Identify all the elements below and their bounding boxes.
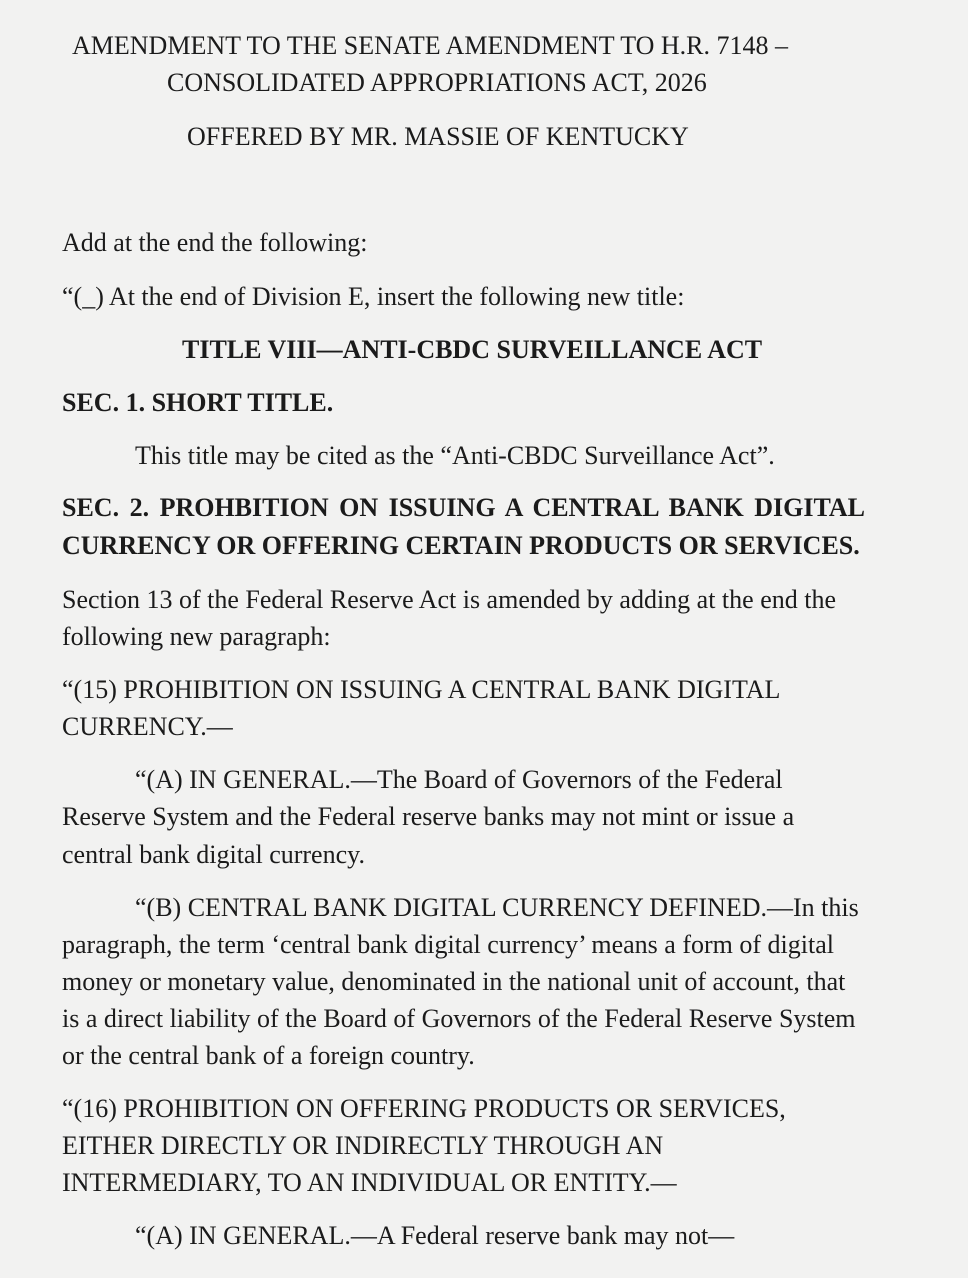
p15-b-line-1: “(B) CENTRAL BANK DIGITAL CURRENCY DEFINED.—In this (135, 893, 859, 922)
offered-by: OFFERED BY MR. MASSIE OF KENTUCKY (187, 122, 689, 151)
p15-a-line-1: “(A) IN GENERAL.—The Board of Governors of the Federal (135, 765, 783, 794)
p15-heading-line-2: CURRENCY.— (62, 712, 233, 741)
p16-heading-line-2: EITHER DIRECTLY OR INDIRECTLY THROUGH AN (62, 1131, 664, 1160)
title-heading: TITLE VIII—ANTI-CBDC SURVEILLANCE ACT (182, 335, 763, 364)
p15-a-line-2: Reserve System and the Federal reserve banks may not mint or issue a (62, 802, 795, 831)
p15-a-line-3: central bank digital currency. (62, 840, 365, 869)
p15-b-line-3: money or monetary value, denominated in the national unit of account, that (62, 967, 846, 996)
header-line-1: AMENDMENT TO THE SENATE AMENDMENT TO H.R. 7148 – (72, 31, 789, 60)
p16-a-line-1: “(A) IN GENERAL.—A Federal reserve bank may not— (135, 1221, 735, 1250)
p15-heading-line-1: “(15) PROHIBITION ON ISSUING A CENTRAL BANK DIGITAL (62, 675, 781, 704)
sec2-heading-line-2: CURRENCY OR OFFERING CERTAIN PRODUCTS OR SERVICES. (62, 531, 860, 560)
p15-b-line-2: paragraph, the term ‘central bank digital currency’ means a form of digital (62, 930, 834, 959)
sec2-intro-line-2: following new paragraph: (62, 622, 331, 651)
intro-text: Add at the end the following: (62, 228, 368, 257)
sec2-intro-line-1: Section 13 of the Federal Reserve Act is amended by adding at the end the (62, 585, 836, 614)
header-line-2: CONSOLIDATED APPROPRIATIONS ACT, 2026 (167, 68, 707, 97)
sec2-heading-line-1: SEC. 2. PROHBITION ON ISSUING A CENTRAL BANK DIGITAL (62, 493, 866, 522)
p15-b-line-5: or the central bank of a foreign country. (62, 1041, 475, 1070)
p16-heading-line-1: “(16) PROHIBITION ON OFFERING PRODUCTS OR SERVICES, (62, 1094, 786, 1123)
sec1-text: This title may be cited as the “Anti-CBDC Surveillance Act”. (135, 441, 775, 470)
sec1-heading: SEC. 1. SHORT TITLE. (62, 388, 334, 417)
p15-b-line-4: is a direct liability of the Board of Governors of the Federal Reserve System (62, 1004, 856, 1033)
insert-line: “(_) At the end of Division E, insert the following new title: (62, 282, 685, 311)
p16-heading-line-3: INTERMEDIARY, TO AN INDIVIDUAL OR ENTITY.— (62, 1168, 677, 1197)
